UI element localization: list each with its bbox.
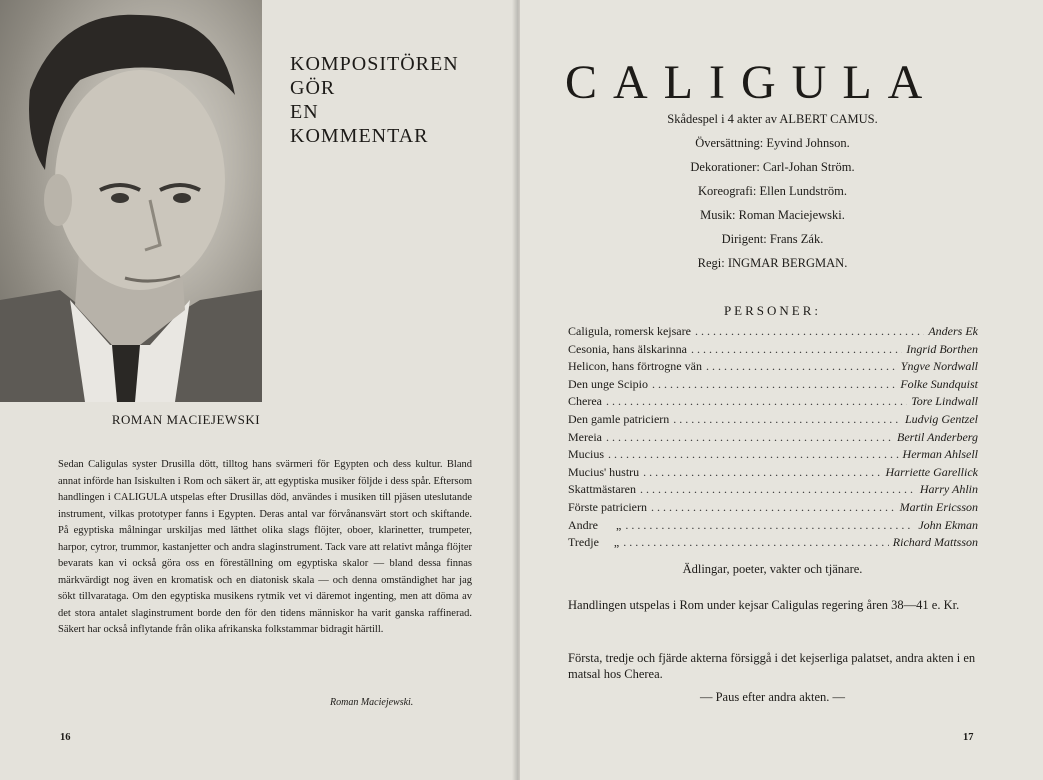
photo-caption: ROMAN MACIEJEWSKI xyxy=(111,412,261,427)
cast-role: Mucius' hustru xyxy=(568,464,640,479)
cast-actor: Ludvig Gentzel xyxy=(905,411,978,426)
credits-block xyxy=(565,107,980,275)
credit-line: Koreografi: Ellen Lundström. xyxy=(698,184,847,198)
credit-line: Dekorationer: Carl-Johan Ström. xyxy=(690,160,855,174)
cast-row xyxy=(568,446,978,464)
cast-role: Den gamle patriciern xyxy=(568,411,670,426)
cast-row xyxy=(568,376,978,394)
intermission-note: — Paus efter andra akten. — xyxy=(699,690,846,704)
cast-actor: Herman Ahlsell xyxy=(902,447,978,462)
cast-list xyxy=(568,323,978,552)
author-signature: Roman Maciejewski. xyxy=(330,697,414,708)
setting-paragraph: Handlingen utspelas i Rom under kejsar Caligulas regering åren 38—41 e. Kr. xyxy=(568,598,960,612)
cast-row xyxy=(568,534,978,552)
cast-actor: Martin Ericsson xyxy=(899,499,978,514)
cast-role: Tredje „ xyxy=(568,535,620,550)
cast-actor: Yngve Nordwall xyxy=(900,359,978,374)
cast-row xyxy=(568,499,978,517)
play-title: CALIGULA xyxy=(565,56,939,109)
credit-line: Regi: INGMAR BERGMAN. xyxy=(697,256,848,270)
cast-row xyxy=(568,393,978,411)
cast-heading: PERSONER: xyxy=(723,303,822,318)
cast-role: Förste patriciern xyxy=(568,499,647,514)
cast-role: Cherea xyxy=(568,394,602,409)
cast-role: Cesonia, hans älskarinna xyxy=(568,341,687,356)
article-heading xyxy=(290,52,459,148)
cast-actor: Anders Ek xyxy=(928,324,978,338)
cast-actor: Tore Lindwall xyxy=(911,394,978,409)
cast-row xyxy=(568,411,978,429)
cast-row xyxy=(568,464,978,482)
cast-role: Caligula, romersk kejsare xyxy=(568,324,691,338)
cast-role: Den unge Scipio xyxy=(568,376,648,391)
cast-actor: Ingrid Borthen xyxy=(906,341,978,356)
cast-role: Mereia xyxy=(568,429,602,444)
cast-role: Andre „ xyxy=(568,517,622,532)
credit-line: Översättning: Eyvind Johnson. xyxy=(695,136,850,150)
cast-actor: Richard Mattsson xyxy=(892,535,978,550)
cast-row xyxy=(568,481,978,499)
heading-line: KOMPOSITÖREN xyxy=(290,53,459,75)
page-number-left: 16 xyxy=(60,732,71,743)
cast-role: Mucius xyxy=(568,447,604,462)
extras-line: Ädlingar, poeter, vakter och tjänare. xyxy=(682,562,863,576)
page-number-right: 17 xyxy=(963,732,974,743)
cast-row xyxy=(568,429,978,447)
cast-actor: Bertil Anderberg xyxy=(897,429,978,444)
cast-role: Skattmästaren xyxy=(568,482,636,497)
cast-row xyxy=(568,341,978,359)
acts-paragraph: Första, tredje och fjärde akterna försiggå i det kejserliga palatset, andra akten i en matsal hos Cherea. xyxy=(568,651,976,681)
cast-row xyxy=(568,323,978,341)
heading-line: EN xyxy=(290,101,319,123)
left-page xyxy=(0,0,518,780)
composer-photo xyxy=(0,0,262,402)
credit-line: Dirigent: Frans Zák. xyxy=(721,232,824,246)
article-body: Sedan Caligulas syster Drusilla dött, tilltog hans svärmeri för Egypten och dess kultur. Bland annat införde han Isiskulten i Rom och säkert är, att egyptiska musiker följde i dess spår. Eftersom handlingen i CALIGULA utspelas efter Drusillas död, användes i musiken till pjäsen uteslutande instrument, vilkas prototyper fanns i Egypten. Deras antal var förvånansvärt stort och skiftande. På egyptiska målningar urskiljas med lätthet olika slags flöjter, oboer, klarinetter, trumpeter, harpor, cytror, trummor, kastanjetter och andra slaginstrument. Tack vare att relativt många flöjter bevarats kan vi också göra oss en föreställning om egyptiska skalor — bland dessa finnas märkvärdigt nog även en kromatisk och en diatonisk skala — och denna omständighet har jag sökt tillvaratagа. Om den egyptiska musikens rytmik vet vi däremot ingenting, men att döma av det stora antalet slaginstrument borde den för den tidens människor ha varit ganska raffinerad. Säkert har också inflytande från olika afrikanska folkstammar bidragit härtill. xyxy=(58,459,472,635)
cast-role: Helicon, hans förtrogne vän xyxy=(568,359,702,374)
cast-row xyxy=(568,358,978,376)
cast-actor: Harry Ahlin xyxy=(919,482,978,497)
cast-actor: Harriette Garellick xyxy=(885,464,978,479)
credit-line: Musik: Roman Maciejewski. xyxy=(700,208,845,222)
cast-actor: John Ekman xyxy=(918,517,978,532)
heading-line: GÖR xyxy=(290,77,336,99)
portrait-illustration xyxy=(0,0,262,402)
cast-actor: Folke Sundquist xyxy=(900,376,978,391)
credit-line: Skådespel i 4 akter av ALBERT CAMUS. xyxy=(667,112,878,126)
heading-line: KOMMENTAR xyxy=(290,125,429,147)
cast-row xyxy=(568,517,978,535)
